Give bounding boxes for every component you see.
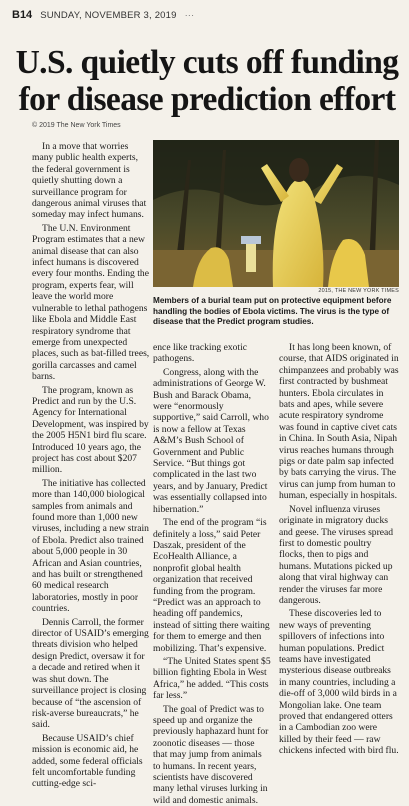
article-column-2 [153, 342, 271, 806]
more-dots: ··· [184, 10, 195, 21]
paragraph: Novel influenza viruses originate in migratory ducks and geese. The viruses spread first to domestic poultry flocks, then to pigs and humans. Mutations picked up along that viral highway can render the viruses far more dangerous. [279, 503, 394, 606]
headline: U.S. quietly cuts off funding for disease prediction effort [15, 44, 399, 118]
paragraph: The U.N. Environment Program estimates that a new animal disease that can also infect humans is discovered every four months. Ending the program, experts fear, will leave the world more vulnerable to lethal pathogens like Ebola and Middle East respiratory syndrome that emerge from unexpected places, such as bat-filled trees, gorilla carcasses and camel barns. [32, 222, 150, 383]
paragraph: These discoveries led to new ways of preventing spillovers of infections into human populations. Predict teams have investigated mysterious disease outbreaks in many countries, including a die-off of 3,000 wild birds in a Mongolian lake. One team proved that endangered otters in a Cambodian zoo were killed by their feed — raw chickens infected with bird flu. [279, 608, 399, 757]
photo-caption: Members of a burial team put on protective equipment before handling the bodies of Ebola victims. The virus is the type of disease that the Predict program studies. [153, 296, 392, 327]
paragraph: The program, known as Predict and run by the U.S. Agency for International Development, was inspired by the 2005 H5N1 bird flu scare. Introduced 10 years ago, the project has cost about $207 million. [32, 384, 149, 476]
paragraph: The end of the program “is definitely a loss,” said Peter Daszak, president of the EcoHealth Alliance, a nonprofit global health organization that received funding from the program. “Predict was an approach to heading off pandemics, instead of sitting there waiting for them to emerge and then mobilizing. That’s expensive. [153, 517, 270, 654]
paragraph: Because USAID’s chief mission is economic aid, he added, some federal officials felt uncomfortable funding cutting-edge sci- [32, 732, 143, 790]
copyright-line: © 2019 The New York Times [32, 122, 121, 129]
article-column-3 [279, 342, 399, 757]
paragraph: ence like tracking exotic pathogens. [153, 342, 248, 365]
page-header [12, 9, 402, 25]
paragraph: In a move that worries many public health experts, the federal government is quietly shutting down a surveillance program for dangerous animal viruses that someday may infect humans. [32, 141, 147, 221]
page-number: B14 [12, 9, 33, 21]
photo-credit: 2015, THE NEW YORK TIMES [318, 288, 399, 294]
article-photo [153, 140, 399, 287]
issue-date: SUNDAY, NOVEMBER 3, 2019 [40, 10, 177, 21]
paragraph: The goal of Predict was to speed up and organize the previously haphazard hunt for zoonotic diseases — those that may jump from animals to humans. In recent years, scientists have discovered many lethal viruses lurking in wild and domestic animals. [153, 703, 269, 806]
article-column-1 [32, 141, 150, 790]
paragraph: It has long been known, of course, that AIDS originated in chimpanzees and probably was first contracted by bushmeat hunters. Ebola circulates in bats and apes, while severe acute respiratory syndrome was found in captive civet cats in China. In South Asia, Nipah virus reaches humans through pigs or date palm sap infected by bats carrying the virus. The virus can jump from human to human, especially in hospitals. [279, 342, 399, 502]
paragraph: The initiative has collected more than 140,000 biological samples from animals and found more than 1,000 new viruses, including a new strain of Ebola. Predict also trained about 5,000 people in 30 African and Asian countries, and has built or strengthened 60 medical research laboratories, mostly in poor countries. [32, 477, 149, 615]
paragraph: Congress, along with the administrations of George W. Bush and Barack Obama, were “enormously supportive,” said Carroll, who is now a fellow at Texas A&M’s Bush School of Government and Public Service. “But things got complicated in the last two years, and by January, Predict was essentially collapsed into hibernation.” [153, 366, 269, 515]
paragraph: Dennis Carroll, the former director of USAID’s emerging threats division who helped design Predict, oversaw it for a decade and retired when it was shut down. The surveillance project is closing because of “the ascension of risk-averse bureaucrats,” he said. [32, 616, 149, 731]
paragraph: “The United States spent $5 billion fighting Ebola in West Africa,” he added. “This costs far less.” [153, 655, 271, 702]
